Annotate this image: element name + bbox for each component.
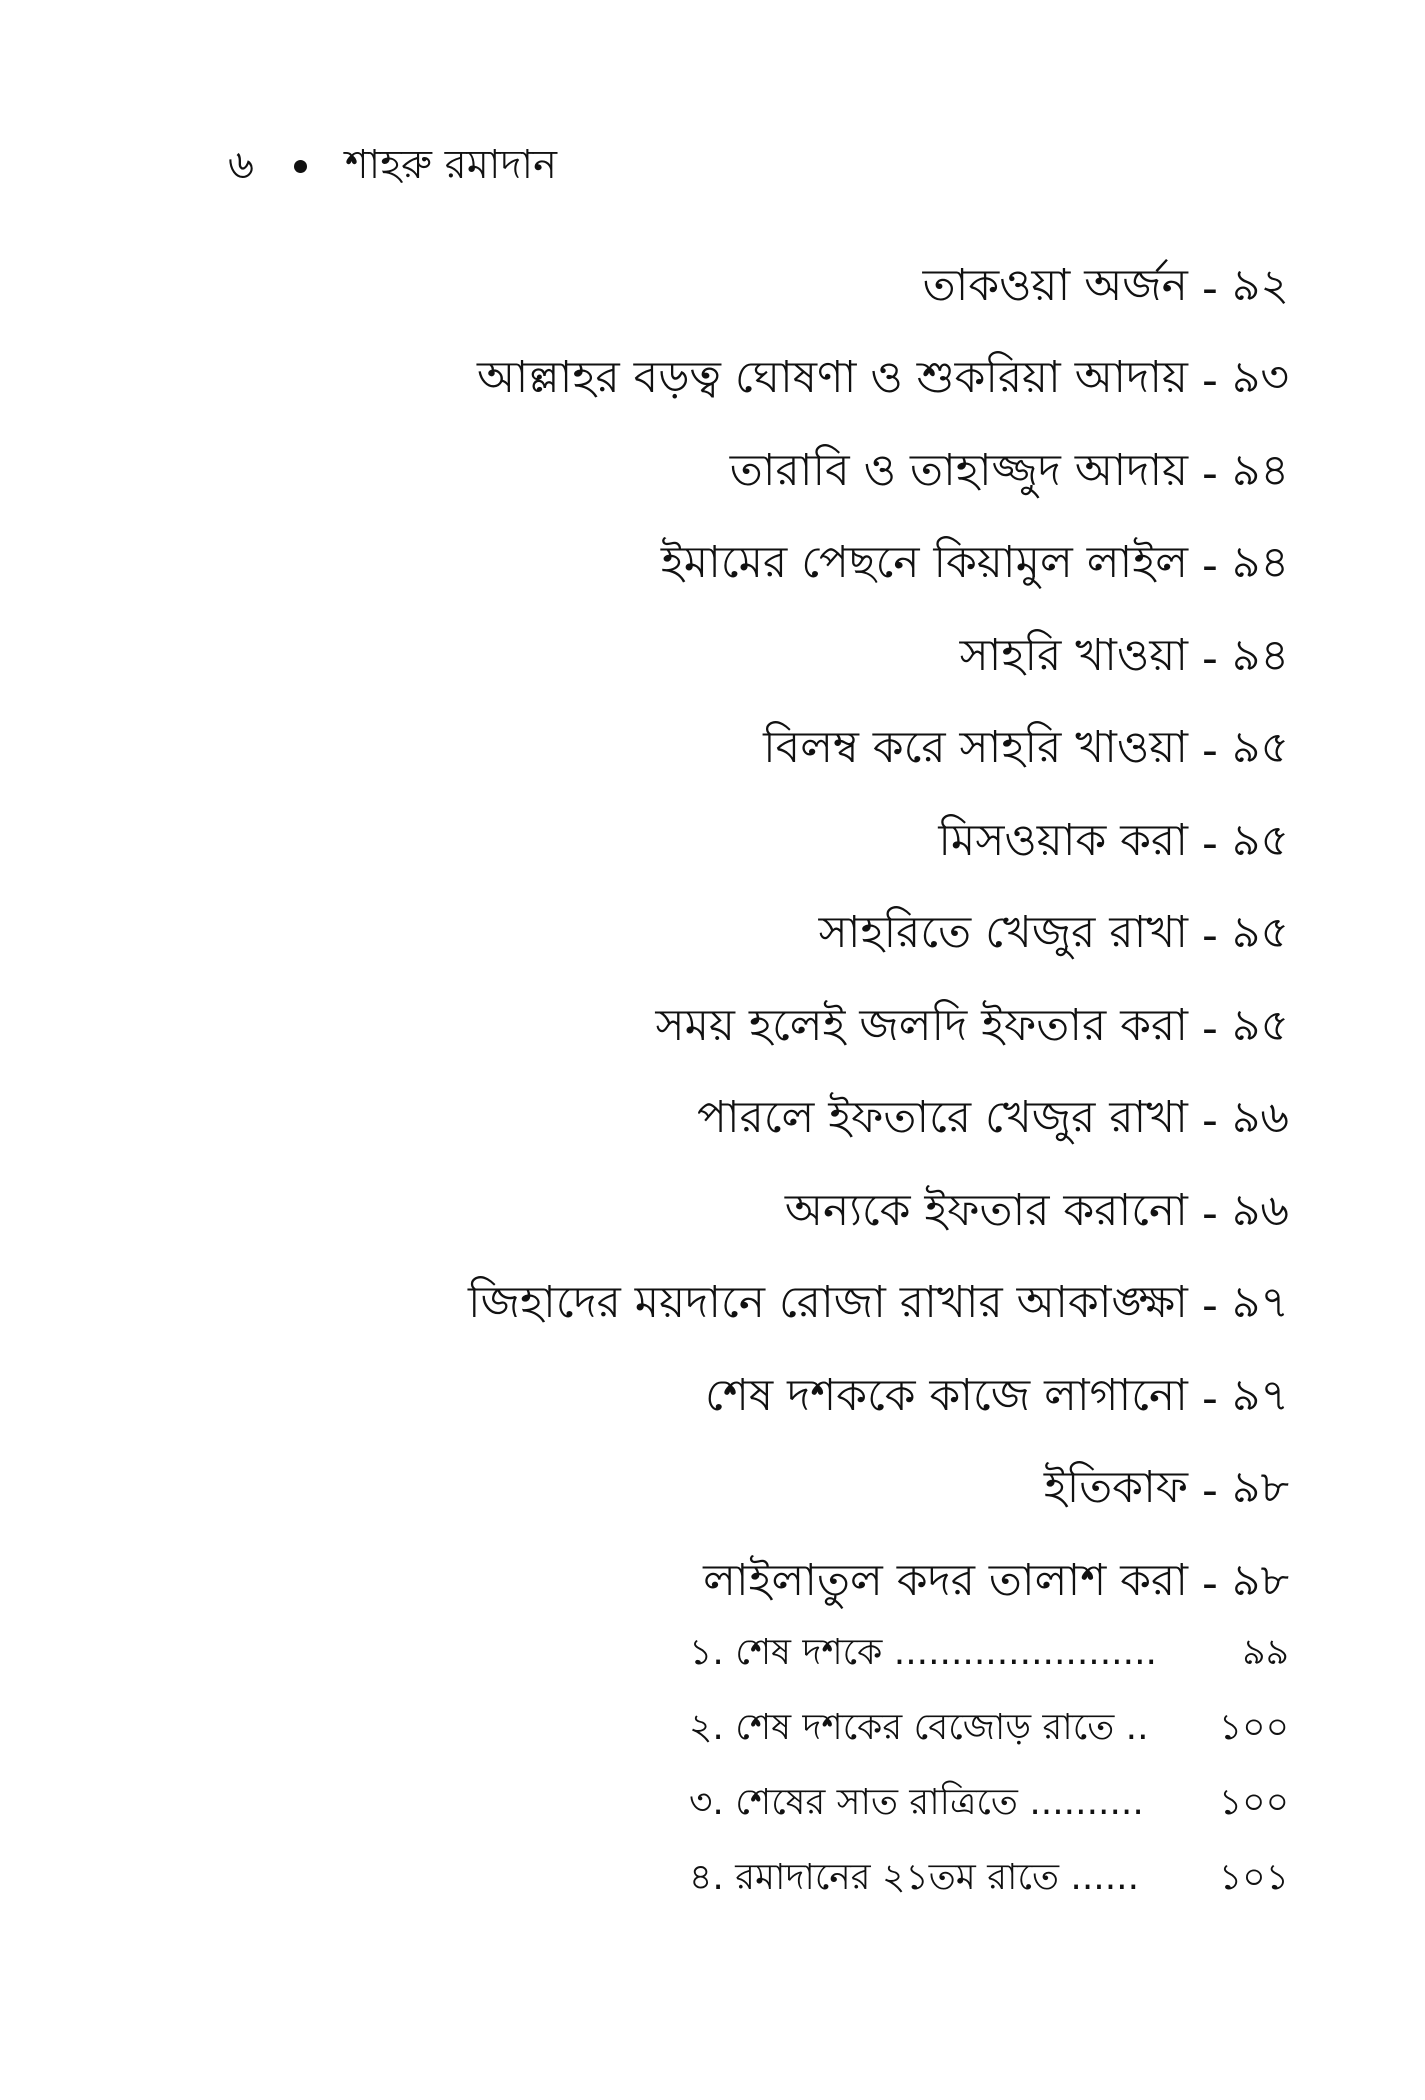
toc-separator: - [1202,725,1218,777]
toc-entry-title: শেষ দশককে কাজে লাগানো [705,1369,1188,1421]
toc-sub-entry-page: ১০১ [1218,1856,1289,1898]
toc-entry-page: ৯৬ [1231,1184,1289,1236]
toc-entry-title: তাকওয়া অর্জন [922,259,1188,311]
toc-sub-entry[interactable] [689,1617,1289,1692]
toc-sub-entry-text: ৪. রমাদানের ২১তম রাতে ...... [689,1856,1140,1898]
toc-entry-page: ৯৫ [1231,814,1289,866]
toc-entry-title: সময় হলেই জলদি ইফতার করা [655,999,1188,1051]
toc-entry[interactable] [189,890,1289,983]
toc-separator: - [1202,632,1218,684]
toc-sub-entry[interactable] [689,1842,1289,1917]
toc-entry-page: ৯৪ [1231,444,1289,496]
table-of-contents [189,242,1289,1630]
toc-entry-page: ৯২ [1231,259,1289,311]
toc-entry-title: পারলে ইফতারে খেজুর রাখা [697,1092,1188,1144]
toc-separator: - [1202,910,1218,962]
toc-entry-page: ৯৮ [1231,1554,1289,1606]
toc-sub-entry-page: ৯৯ [1242,1631,1289,1673]
toc-entry-page: ৯৭ [1231,1369,1289,1421]
toc-entry-title: সাহরিতে খেজুর রাখা [818,907,1188,959]
toc-sub-entry-page: ১০০ [1218,1706,1289,1748]
toc-separator: - [1201,355,1218,407]
toc-entry-title: জিহাদের ময়দানে রোজা রাখার আকাঙ্ক্ষা [467,1277,1188,1329]
toc-sub-entry-text: ১. শেষ দশকে ....................... [689,1631,1157,1673]
toc-separator: - [1202,1557,1218,1609]
toc-entry-title: সাহরি খাওয়া [959,629,1188,681]
toc-entry[interactable] [189,1260,1289,1353]
toc-sub-list [689,1617,1289,1917]
toc-entry[interactable] [189,1075,1289,1168]
toc-separator: - [1202,1465,1218,1517]
toc-separator: - [1202,817,1218,869]
toc-entry[interactable] [189,335,1289,428]
toc-sub-entry-page: ১০০ [1218,1781,1289,1823]
toc-sub-entry-text: ২. শেষ দশকের বেজোড় রাতে .. [689,1706,1149,1748]
toc-entry[interactable] [189,797,1289,890]
toc-entry[interactable] [189,612,1289,705]
toc-entry-page: ৯৫ [1231,907,1289,959]
toc-sub-entry[interactable] [689,1692,1289,1767]
toc-separator: - [1202,540,1218,592]
toc-entry-page: ৯৩ [1231,352,1289,404]
toc-entry[interactable] [189,1352,1289,1445]
toc-entry-title: মিসওয়াক করা [938,814,1188,866]
toc-entry-title: লাইলাতুল কদর তালাশ করা [703,1554,1188,1606]
toc-entry-title: বিলম্ব করে সাহরি খাওয়া [763,722,1188,774]
toc-separator: - [1201,262,1218,314]
toc-entry-page: ৯৮ [1231,1462,1289,1514]
toc-separator: - [1201,1372,1218,1424]
toc-entry-page: ৯৭ [1231,1277,1289,1329]
toc-entry-page: ৯৫ [1231,722,1289,774]
toc-separator: - [1201,1095,1218,1147]
toc-separator: - [1201,1187,1218,1239]
toc-entry[interactable] [189,1445,1289,1538]
toc-entry[interactable] [189,982,1289,1075]
toc-entry[interactable] [189,705,1289,798]
toc-entry-title: ইমামের পেছনে কিয়ামুল লাইল [660,537,1188,589]
toc-sub-entry[interactable] [689,1767,1289,1842]
toc-entry-title: ইতিকাফ [1043,1462,1188,1514]
toc-entry-page: ৯৪ [1231,537,1289,589]
toc-separator: - [1202,447,1218,499]
bullet-separator-icon [294,160,307,173]
toc-separator: - [1201,1280,1218,1332]
page-number: ৬ [228,141,255,188]
toc-entry-title: অন্যকে ইফতার করানো [784,1184,1188,1236]
toc-separator: - [1202,1002,1218,1054]
toc-entry-page: ৯৬ [1231,1092,1289,1144]
toc-entry-page: ৯৫ [1231,999,1289,1051]
toc-entry[interactable] [189,1537,1289,1630]
toc-sub-entry-text: ৩. শেষের সাত রাত্রিতে .......... [689,1781,1144,1823]
toc-entry[interactable] [189,520,1289,613]
toc-entry-title: আল্লাহর বড়ত্ব ঘোষণা ও শুকরিয়া আদায় [477,352,1188,404]
toc-entry[interactable] [189,427,1289,520]
toc-entry[interactable] [189,242,1289,335]
running-header [228,138,557,194]
toc-entry-page: ৯৪ [1231,629,1289,681]
book-title: শাহরু রমাদান [345,141,558,188]
toc-entry-title: তারাবি ও তাহাজ্জুদ আদায় [729,444,1188,496]
toc-entry[interactable] [189,1167,1289,1260]
